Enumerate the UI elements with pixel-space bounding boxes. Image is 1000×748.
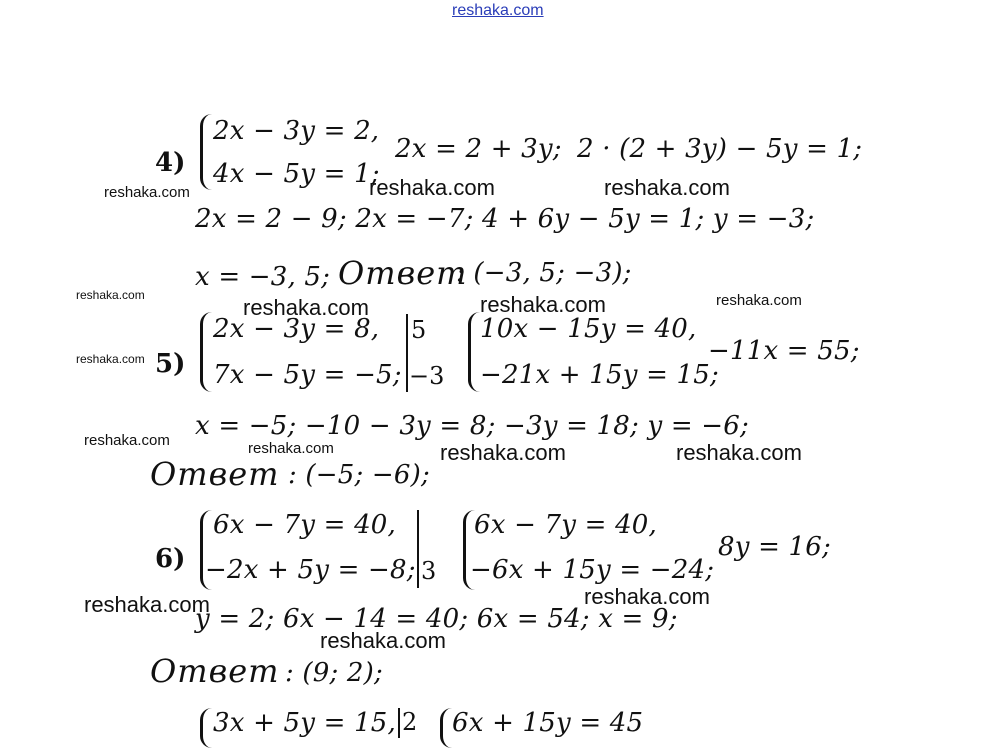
system-brace xyxy=(200,114,213,190)
watermark: reshaka.com xyxy=(248,440,334,457)
answer-value: : (−5; −6); xyxy=(288,460,430,490)
equation: −6x + 15y = −24; xyxy=(470,555,715,585)
watermark: reshaka.com xyxy=(76,288,145,302)
equation: 2x = 2 + 3y; xyxy=(395,134,562,164)
watermark: reshaka.com xyxy=(676,440,802,465)
equation: 6x + 15y = 45 xyxy=(452,708,644,738)
answer-word: Ответ xyxy=(150,652,280,690)
equation: 2 · (2 + 3y) − 5y = 1; xyxy=(577,134,863,164)
answer-word: Ответ xyxy=(338,254,468,292)
multiplier: 3 xyxy=(421,557,437,585)
equation: 2x − 3y = 2, xyxy=(213,116,380,146)
problem-4-label: 4) xyxy=(155,148,186,178)
answer-word: Ответ xyxy=(150,455,280,493)
watermark: reshaka.com xyxy=(320,628,446,653)
solution-line: x = −3, 5; xyxy=(195,262,331,292)
watermark: reshaka.com xyxy=(480,292,606,317)
multiplier: 5 xyxy=(411,316,427,344)
multiplier: −3 xyxy=(409,362,445,390)
equation: 10x − 15y = 40, xyxy=(480,314,697,344)
equation: 3x + 5y = 15, xyxy=(213,708,397,738)
watermark: reshaka.com xyxy=(243,295,369,320)
multiplier: 2 xyxy=(402,708,418,736)
watermark: reshaka.com xyxy=(440,440,566,465)
equation: 8y = 16; xyxy=(718,532,831,562)
system-brace xyxy=(200,312,213,392)
multiplier-bar xyxy=(398,708,400,738)
watermark: reshaka.com xyxy=(104,184,190,201)
answer-value: : (−3, 5; −3); xyxy=(456,258,632,288)
multiplier-bar xyxy=(417,510,419,588)
watermark: reshaka.com xyxy=(604,175,730,200)
watermark: reshaka.com xyxy=(584,584,710,609)
equation: −11x = 55; xyxy=(708,336,860,366)
equation: 7x − 5y = −5; xyxy=(213,360,402,390)
solution-line: y = 2; 6x − 14 = 40; 6x = 54; x = 9; xyxy=(195,604,678,634)
multiplier-bar xyxy=(406,314,408,392)
solution-line: x = −5; −10 − 3y = 8; −3y = 18; y = −6; xyxy=(195,411,749,441)
site-link[interactable]: reshaka.com xyxy=(452,2,544,19)
problem-6-label: 6) xyxy=(155,544,186,574)
watermark: reshaka.com xyxy=(84,592,210,617)
answer-value: : (9; 2); xyxy=(285,658,383,688)
equation: 6x − 7y = 40, xyxy=(213,510,397,540)
equation: 6x − 7y = 40, xyxy=(474,510,658,540)
equation: 4x − 5y = 1; xyxy=(213,159,380,189)
equation: 2x − 3y = 8, xyxy=(213,314,380,344)
watermark: reshaka.com xyxy=(716,292,802,309)
solution-line: 2x = 2 − 9; 2x = −7; 4 + 6y − 5y = 1; y = −3; xyxy=(195,204,815,234)
equation: −21x + 15y = 15; xyxy=(480,360,719,390)
watermark: reshaka.com xyxy=(76,352,145,366)
equation: −2x + 5y = −8; xyxy=(205,555,416,585)
problem-5-label: 5) xyxy=(155,349,186,379)
watermark: reshaka.com xyxy=(369,175,495,200)
system-brace xyxy=(200,708,213,748)
watermark: reshaka.com xyxy=(84,432,170,449)
